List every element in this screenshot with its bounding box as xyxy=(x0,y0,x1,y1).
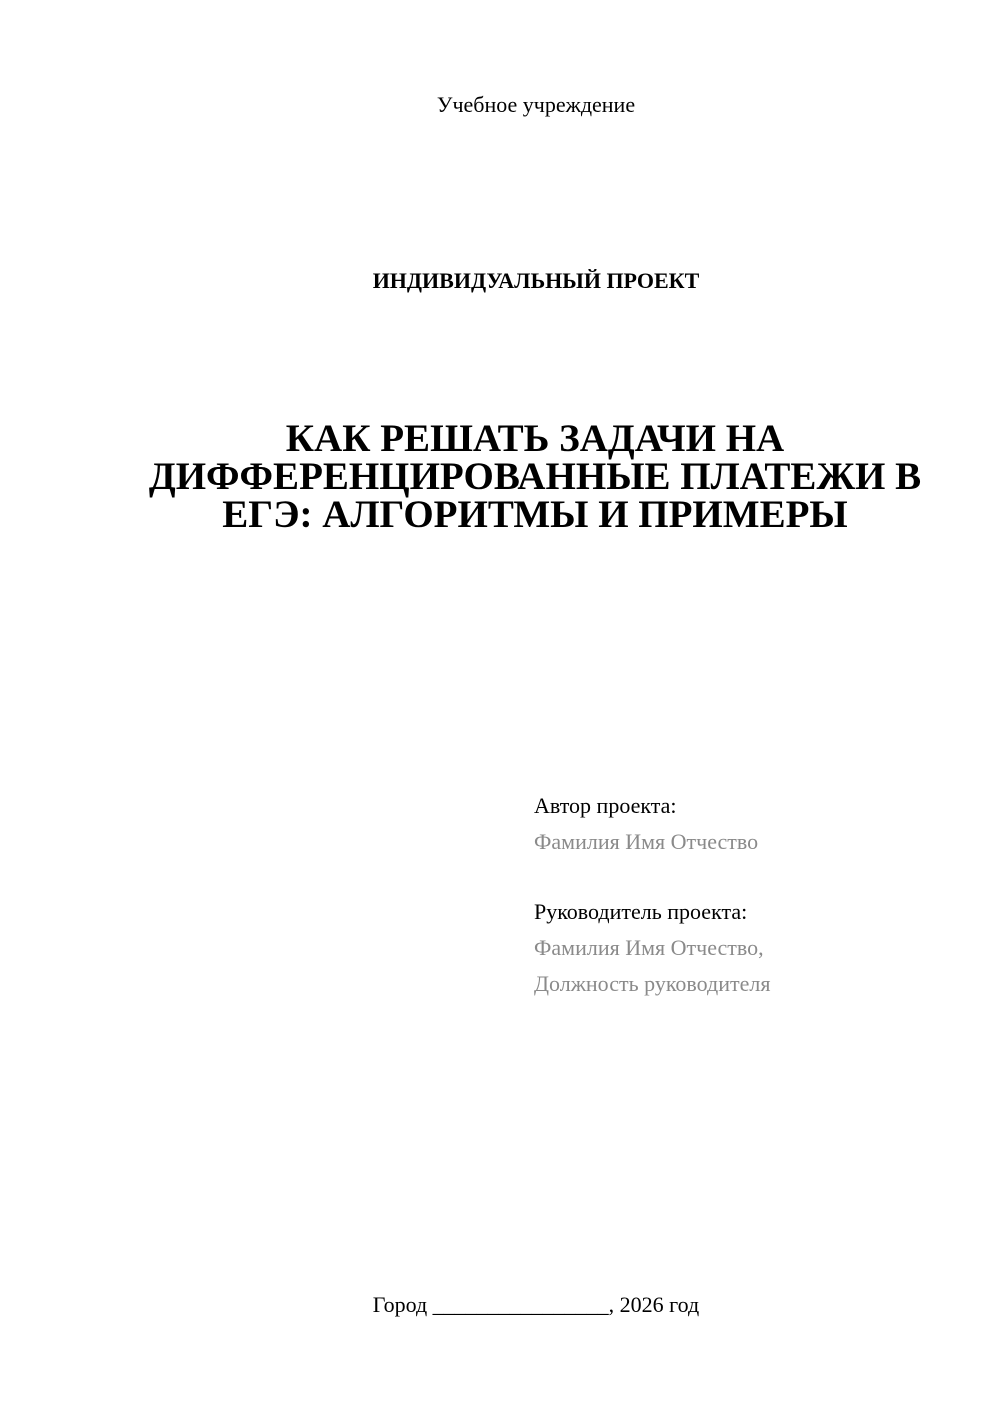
project-title-line: ДИФФЕРЕНЦИРОВАННЫЕ ПЛАТЕЖИ В xyxy=(148,455,922,498)
supervisor-name: Фамилия Имя Отчество, xyxy=(534,935,764,960)
author-name: Фамилия Имя Отчество xyxy=(534,829,759,854)
author-label: Автор проекта: xyxy=(534,793,677,818)
credits-block xyxy=(534,788,974,1002)
city-year-line: Город ________________, 2026 год xyxy=(372,1292,700,1317)
supervisor-label: Руководитель проекта: xyxy=(534,899,748,924)
supervisor-position: Должность руководителя xyxy=(534,971,771,996)
project-title-line: ЕГЭ: АЛГОРИТМЫ И ПРИМЕРЫ xyxy=(222,493,848,536)
project-title-line: КАК РЕШАТЬ ЗАДАЧИ НА xyxy=(285,417,785,460)
credits-spacer xyxy=(534,860,974,894)
project-title xyxy=(120,417,950,536)
institution-name: Учебное учреждение xyxy=(436,92,636,117)
document-type: ИНДИВИДУАЛЬНЫЙ ПРОЕКТ xyxy=(372,268,700,293)
